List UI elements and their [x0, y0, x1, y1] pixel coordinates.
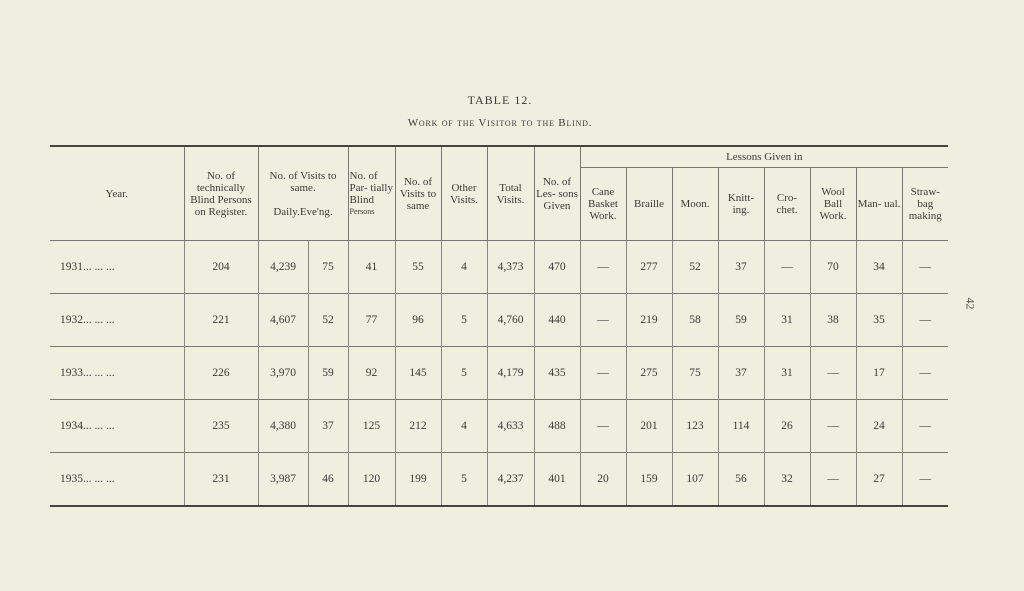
table-cell: 4,373: [487, 241, 534, 294]
table-cell: 24: [856, 400, 902, 453]
table-cell: —: [810, 347, 856, 400]
table-cell: 37: [718, 241, 764, 294]
table-cell: 3,970: [258, 347, 308, 400]
table-cell: 4,380: [258, 400, 308, 453]
table-cell: 4,239: [258, 241, 308, 294]
page-number: 42: [963, 297, 978, 310]
table-cell: 38: [810, 294, 856, 347]
table-cell: 275: [626, 347, 672, 400]
table-cell: 204: [184, 241, 258, 294]
header-braille: Braille: [626, 168, 672, 241]
table-cell: 77: [348, 294, 395, 347]
table-cell: —: [902, 347, 948, 400]
table-cell: 5: [441, 347, 487, 400]
table-cell: —: [580, 400, 626, 453]
header-lessons-group: Lessons Given in: [580, 146, 948, 168]
table-cell: 26: [764, 400, 810, 453]
table-row: [50, 453, 948, 507]
table-cell: 75: [308, 241, 348, 294]
table-cell: 46: [308, 453, 348, 507]
table-cell: —: [902, 453, 948, 507]
table-cell: 34: [856, 241, 902, 294]
table-cell: 470: [534, 241, 580, 294]
header-partially-blind: [348, 146, 395, 241]
table-cell: 4: [441, 400, 487, 453]
table-cell: 277: [626, 241, 672, 294]
table-cell: 56: [718, 453, 764, 507]
header-persons: Persons: [349, 206, 375, 216]
header-year: Year.: [50, 146, 184, 241]
table-cell: 5: [441, 294, 487, 347]
table-body: [50, 241, 948, 507]
table-cell: 52: [672, 241, 718, 294]
table-cell: 35: [856, 294, 902, 347]
table-title: Work of the Visitor to the Blind.: [407, 117, 593, 129]
table-cell: 235: [184, 400, 258, 453]
table-number: TABLE 12.: [467, 93, 533, 107]
table-cell: 221: [184, 294, 258, 347]
table-row: [50, 347, 948, 400]
table-cell: 31: [764, 294, 810, 347]
visitor-table: [50, 145, 948, 507]
table-cell: 20: [580, 453, 626, 507]
table-cell: 159: [626, 453, 672, 507]
row-year: 1931... ... ...: [50, 241, 184, 294]
header-daily: Daily.: [273, 205, 300, 218]
table-cell: 58: [672, 294, 718, 347]
table-cell: 59: [308, 347, 348, 400]
table-cell: 55: [395, 241, 441, 294]
table-cell: 31: [764, 347, 810, 400]
table-cell: —: [764, 241, 810, 294]
table-cell: 96: [395, 294, 441, 347]
table-cell: —: [902, 294, 948, 347]
table-cell: 401: [534, 453, 580, 507]
table-cell: —: [580, 294, 626, 347]
table-cell: 3,987: [258, 453, 308, 507]
table-cell: 212: [395, 400, 441, 453]
table-cell: 125: [348, 400, 395, 453]
table-cell: —: [902, 241, 948, 294]
table-cell: 52: [308, 294, 348, 347]
table-cell: 92: [348, 347, 395, 400]
table-cell: 41: [348, 241, 395, 294]
header-straw: Straw- bag making: [902, 168, 948, 241]
table-cell: 4,607: [258, 294, 308, 347]
table-cell: 231: [184, 453, 258, 507]
table-cell: 4,237: [487, 453, 534, 507]
header-manual: Man- ual.: [856, 168, 902, 241]
table-cell: 201: [626, 400, 672, 453]
row-year: 1934... ... ...: [50, 400, 184, 453]
table-cell: 4: [441, 241, 487, 294]
table-cell: —: [810, 453, 856, 507]
table-cell: —: [580, 241, 626, 294]
header-moon: Moon.: [672, 168, 718, 241]
table-cell: 27: [856, 453, 902, 507]
table-cell: 4,179: [487, 347, 534, 400]
header-total-visits: Total Visits.: [487, 146, 534, 241]
header-other-visits: Other Visits.: [441, 146, 487, 241]
header-partially-blind-label: No. of Par- tially Blind: [349, 169, 393, 206]
table-cell: 75: [672, 347, 718, 400]
header-visits-label: No. of Visits to same.: [269, 169, 337, 194]
row-year: 1935... ... ...: [50, 453, 184, 507]
table-cell: 440: [534, 294, 580, 347]
table-cell: —: [902, 400, 948, 453]
table-cell: 219: [626, 294, 672, 347]
table-cell: 114: [718, 400, 764, 453]
table-cell: —: [810, 400, 856, 453]
table-cell: 4,633: [487, 400, 534, 453]
header-wool: Wool Ball Work.: [810, 168, 856, 241]
table-cell: 37: [308, 400, 348, 453]
header-crochet: Cro- chet.: [764, 168, 810, 241]
table-row: [50, 400, 948, 453]
header-visits-partial: No. of Visits to same: [395, 146, 441, 241]
table-cell: 435: [534, 347, 580, 400]
header-lessons-count: No. of Les- sons Given: [534, 146, 580, 241]
table-cell: 120: [348, 453, 395, 507]
table-cell: 59: [718, 294, 764, 347]
table-cell: 4,760: [487, 294, 534, 347]
table-cell: 145: [395, 347, 441, 400]
table-cell: 37: [718, 347, 764, 400]
row-year: 1933... ... ...: [50, 347, 184, 400]
header-evening: Eve'ng.: [299, 205, 333, 218]
table-cell: 5: [441, 453, 487, 507]
table-cell: —: [580, 347, 626, 400]
header-visits-group: [258, 146, 348, 241]
header-knitting: Knitt- ing.: [718, 168, 764, 241]
table-cell: 226: [184, 347, 258, 400]
table-cell: 107: [672, 453, 718, 507]
table-cell: 70: [810, 241, 856, 294]
table-row: [50, 241, 948, 294]
table-cell: 199: [395, 453, 441, 507]
table-cell: 123: [672, 400, 718, 453]
header-registered: No. of technically Blind Persons on Register.: [184, 146, 258, 241]
table-cell: 488: [534, 400, 580, 453]
table-row: [50, 294, 948, 347]
row-year: 1932... ... ...: [50, 294, 184, 347]
table-cell: 32: [764, 453, 810, 507]
table-cell: 17: [856, 347, 902, 400]
header-cane: Cane Basket Work.: [580, 168, 626, 241]
table-header: [50, 146, 948, 241]
